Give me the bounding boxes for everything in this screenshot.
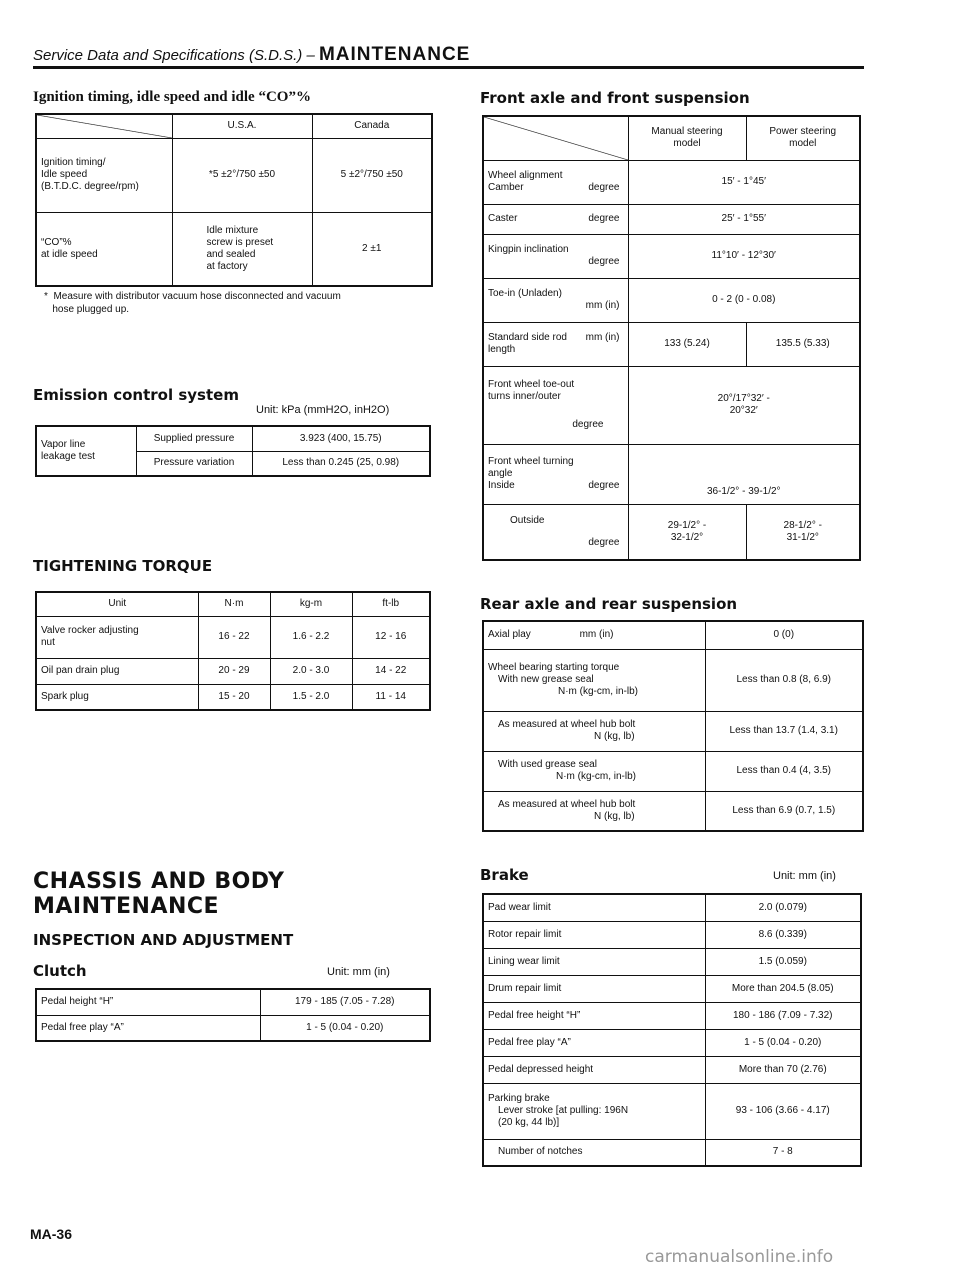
torque-nm: 20 - 29 — [198, 658, 270, 684]
brake-value: More than 70 (2.76) — [705, 1056, 861, 1083]
used-seal-unit: N·m (kg-cm, in-lb) — [556, 771, 636, 782]
chassis-title-1: CHASSIS AND BODY — [33, 869, 285, 894]
brake-item: Lining wear limit — [483, 948, 705, 975]
torque-item: Spark plug — [36, 684, 198, 710]
col-manual: Manual steering model — [628, 116, 746, 160]
emission-unit: Unit: kPa (mmH2O, inH2O) — [256, 404, 390, 416]
brake-title: Brake — [480, 866, 529, 884]
hub2-label — [483, 791, 705, 831]
front-title: Front axle and front suspension — [480, 89, 750, 107]
axial-name: Axial play — [488, 629, 531, 641]
inside-value: 36-1/2° - 39-1/2° — [628, 444, 860, 504]
watermark: carmanualsonline.info — [645, 1247, 834, 1267]
camber-name: Camber — [488, 182, 524, 193]
torque-title: TIGHTENING TORQUE — [33, 557, 213, 575]
toeout-label — [483, 366, 628, 444]
hub1-unit: N (kg, lb) — [594, 731, 635, 742]
siderod-name: Standard side rod length — [488, 332, 567, 355]
inspection-title: INSPECTION AND ADJUSTMENT — [33, 931, 294, 949]
hub1-label — [483, 711, 705, 751]
co-canada: 2 ±1 — [312, 212, 432, 286]
table-row — [483, 921, 861, 948]
brake-value: More than 204.5 (8.05) — [705, 975, 861, 1002]
kingpin-value: 11°10′ - 12°30′ — [628, 234, 860, 278]
torque-header-nm: N·m — [198, 592, 270, 616]
col-power: Power steering model — [746, 116, 860, 160]
used-seal-label — [483, 751, 705, 791]
parking-brake-label — [483, 1083, 705, 1139]
torque-kgm: 2.0 - 3.0 — [270, 658, 352, 684]
ignition-usa: *5 ±2°/750 ±50 — [172, 138, 312, 212]
brake-value: 8.6 (0.339) — [705, 921, 861, 948]
table-row — [36, 616, 430, 658]
outside-manual: 29-1/2° - 32-1/2° — [628, 504, 746, 560]
turning-name: Front wheel turning angle — [488, 456, 574, 479]
torque-item: Oil pan drain plug — [36, 658, 198, 684]
torque-header-kgm: kg-m — [270, 592, 352, 616]
toein-name: Toe-in (Unladen) — [488, 288, 562, 299]
lever-stroke-label: Lever stroke [at pulling: 196N (20 kg, 44 lb)] — [498, 1105, 629, 1128]
table-row — [483, 1002, 861, 1029]
inside-unit: degree — [588, 480, 620, 491]
bearing-torque-name: Wheel bearing starting torque — [488, 662, 620, 673]
siderod-unit: mm (in) — [585, 332, 620, 343]
header-section: MAINTENANCE — [318, 44, 471, 65]
brake-item: Drum repair limit — [483, 975, 705, 1002]
table-row — [36, 658, 430, 684]
brake-value: 2.0 (0.079) — [705, 894, 861, 921]
toein-label — [483, 278, 628, 322]
page-number: MA-36 — [30, 1226, 73, 1242]
toeout-value: 20°/17°32′ - 20°32′ — [628, 366, 860, 444]
torque-kgm: 1.6 - 2.2 — [270, 616, 352, 658]
rear-table — [482, 620, 864, 832]
outside-unit: degree — [588, 536, 620, 548]
table-row — [36, 989, 430, 1015]
torque-table — [35, 591, 431, 711]
alignment-label: Wheel alignment — [488, 170, 563, 181]
siderod-label — [483, 322, 628, 366]
table-row — [483, 1029, 861, 1056]
clutch-value: 179 - 185 (7.05 - 7.28) — [260, 989, 430, 1015]
used-seal-value: Less than 0.4 (4, 3.5) — [705, 751, 863, 791]
brake-item: Pedal free height “H” — [483, 1002, 705, 1029]
hub1-name: As measured at wheel hub bolt — [498, 719, 636, 730]
camber-value: 15′ - 1°45′ — [628, 160, 860, 204]
parking-brake-name: Parking brake — [488, 1093, 550, 1104]
brake-item: Rotor repair limit — [483, 921, 705, 948]
new-seal-value: Less than 0.8 (8, 6.9) — [705, 649, 863, 711]
caster-name: Caster — [488, 213, 518, 224]
ignition-title: Ignition timing, idle speed and idle “CO”% — [33, 89, 311, 105]
diag-cell — [483, 116, 628, 160]
clutch-table — [35, 988, 431, 1042]
supplied-pressure-label: Supplied pressure — [136, 426, 252, 451]
hub2-unit: N (kg, lb) — [594, 810, 635, 822]
clutch-value: 1 - 5 (0.04 - 0.20) — [260, 1015, 430, 1041]
pressure-variation-value: Less than 0.245 (25, 0.98) — [252, 451, 430, 476]
supplied-pressure-value: 3.923 (400, 15.75) — [252, 426, 430, 451]
front-table — [482, 115, 861, 561]
co-usa: Idle mixture screw is preset and sealed at factory — [172, 212, 312, 286]
clutch-unit: Unit: mm (in) — [327, 966, 390, 978]
torque-ftlb: 14 - 22 — [352, 658, 430, 684]
torque-nm: 16 - 22 — [198, 616, 270, 658]
co-label: “CO”% at idle speed — [36, 212, 172, 286]
siderod-power: 135.5 (5.33) — [746, 322, 860, 366]
toeout-unit: degree — [572, 419, 604, 430]
table-row — [36, 684, 430, 710]
torque-nm: 15 - 20 — [198, 684, 270, 710]
hub1-value: Less than 13.7 (1.4, 3.1) — [705, 711, 863, 751]
kingpin-name: Kingpin inclination — [488, 244, 569, 255]
brake-item: Pad wear limit — [483, 894, 705, 921]
new-seal-name: With new grease seal — [498, 674, 594, 685]
header-rule — [33, 66, 864, 69]
brake-value: 180 - 186 (7.09 - 7.32) — [705, 1002, 861, 1029]
caster-value: 25′ - 1°55′ — [628, 204, 860, 234]
used-seal-name: With used grease seal — [498, 759, 597, 770]
outside-name: Outside — [510, 514, 545, 526]
notches-label: Number of notches — [483, 1139, 705, 1166]
torque-item: Valve rocker adjusting nut — [36, 616, 198, 658]
bearing-torque-label — [483, 649, 705, 711]
hub2-value: Less than 6.9 (0.7, 1.5) — [705, 791, 863, 831]
clutch-item: Pedal height “H” — [36, 989, 260, 1015]
emission-title: Emission control system — [33, 386, 239, 404]
vapor-label: Vapor line leakage test — [36, 426, 136, 476]
siderod-manual: 133 (5.24) — [628, 322, 746, 366]
kingpin-label — [483, 234, 628, 278]
hub2-name: As measured at wheel hub bolt — [498, 798, 636, 810]
brake-value: 1.5 (0.059) — [705, 948, 861, 975]
clutch-item: Pedal free play “A” — [36, 1015, 260, 1041]
col-usa: U.S.A. — [172, 114, 312, 138]
rear-title: Rear axle and rear suspension — [480, 595, 738, 613]
header-title: Service Data and Specifications (S.D.S.) – — [33, 47, 315, 64]
col-canada: Canada — [312, 114, 432, 138]
ignition-table — [35, 113, 433, 287]
table-row — [483, 1056, 861, 1083]
diag-cell — [36, 114, 172, 138]
toeout-name: Front wheel toe-out turns inner/outer — [488, 379, 575, 402]
chassis-title-2: MAINTENANCE — [33, 894, 220, 919]
outside-label — [483, 504, 628, 560]
new-seal-unit: N·m (kg-cm, in-lb) — [558, 686, 638, 697]
ignition-canada: 5 ±2°/750 ±50 — [312, 138, 432, 212]
kingpin-unit: degree — [588, 256, 620, 267]
camber-unit: degree — [588, 182, 620, 193]
outside-power: 28-1/2° - 31-1/2° — [746, 504, 860, 560]
ignition-label: Ignition timing/ Idle speed (B.T.D.C. degree/rpm) — [36, 138, 172, 212]
page-header — [33, 44, 470, 66]
table-row — [483, 975, 861, 1002]
brake-unit: Unit: mm (in) — [773, 870, 836, 882]
axial-label — [483, 621, 705, 649]
inside-name: Inside — [488, 480, 515, 491]
table-row — [483, 948, 861, 975]
table-row — [483, 1083, 861, 1139]
axial-value: 0 (0) — [705, 621, 863, 649]
camber-label — [483, 160, 628, 204]
toein-unit: mm (in) — [585, 300, 620, 311]
pressure-variation-label: Pressure variation — [136, 451, 252, 476]
notches-value: 7 - 8 — [705, 1139, 861, 1166]
table-row — [483, 1139, 861, 1166]
brake-value: 1 - 5 (0.04 - 0.20) — [705, 1029, 861, 1056]
emission-table — [35, 425, 431, 477]
brake-table — [482, 893, 862, 1167]
brake-item: Pedal free play “A” — [483, 1029, 705, 1056]
torque-ftlb: 12 - 16 — [352, 616, 430, 658]
torque-header-unit: Unit — [36, 592, 198, 616]
lever-stroke-value: 93 - 106 (3.66 - 4.17) — [705, 1083, 861, 1139]
table-row — [483, 894, 861, 921]
torque-kgm: 1.5 - 2.0 — [270, 684, 352, 710]
axial-unit: mm (in) — [579, 629, 614, 641]
torque-ftlb: 11 - 14 — [352, 684, 430, 710]
caster-label — [483, 204, 628, 234]
turning-label — [483, 444, 628, 504]
toein-value: 0 - 2 (0 - 0.08) — [628, 278, 860, 322]
clutch-title: Clutch — [33, 962, 87, 980]
ignition-footnote: * Measure with distributor vacuum hose disconnected and vacuum hose plugged up. — [44, 291, 341, 315]
brake-item: Pedal depressed height — [483, 1056, 705, 1083]
caster-unit: degree — [588, 213, 620, 224]
torque-header-ftlb: ft-lb — [352, 592, 430, 616]
table-row — [36, 1015, 430, 1041]
